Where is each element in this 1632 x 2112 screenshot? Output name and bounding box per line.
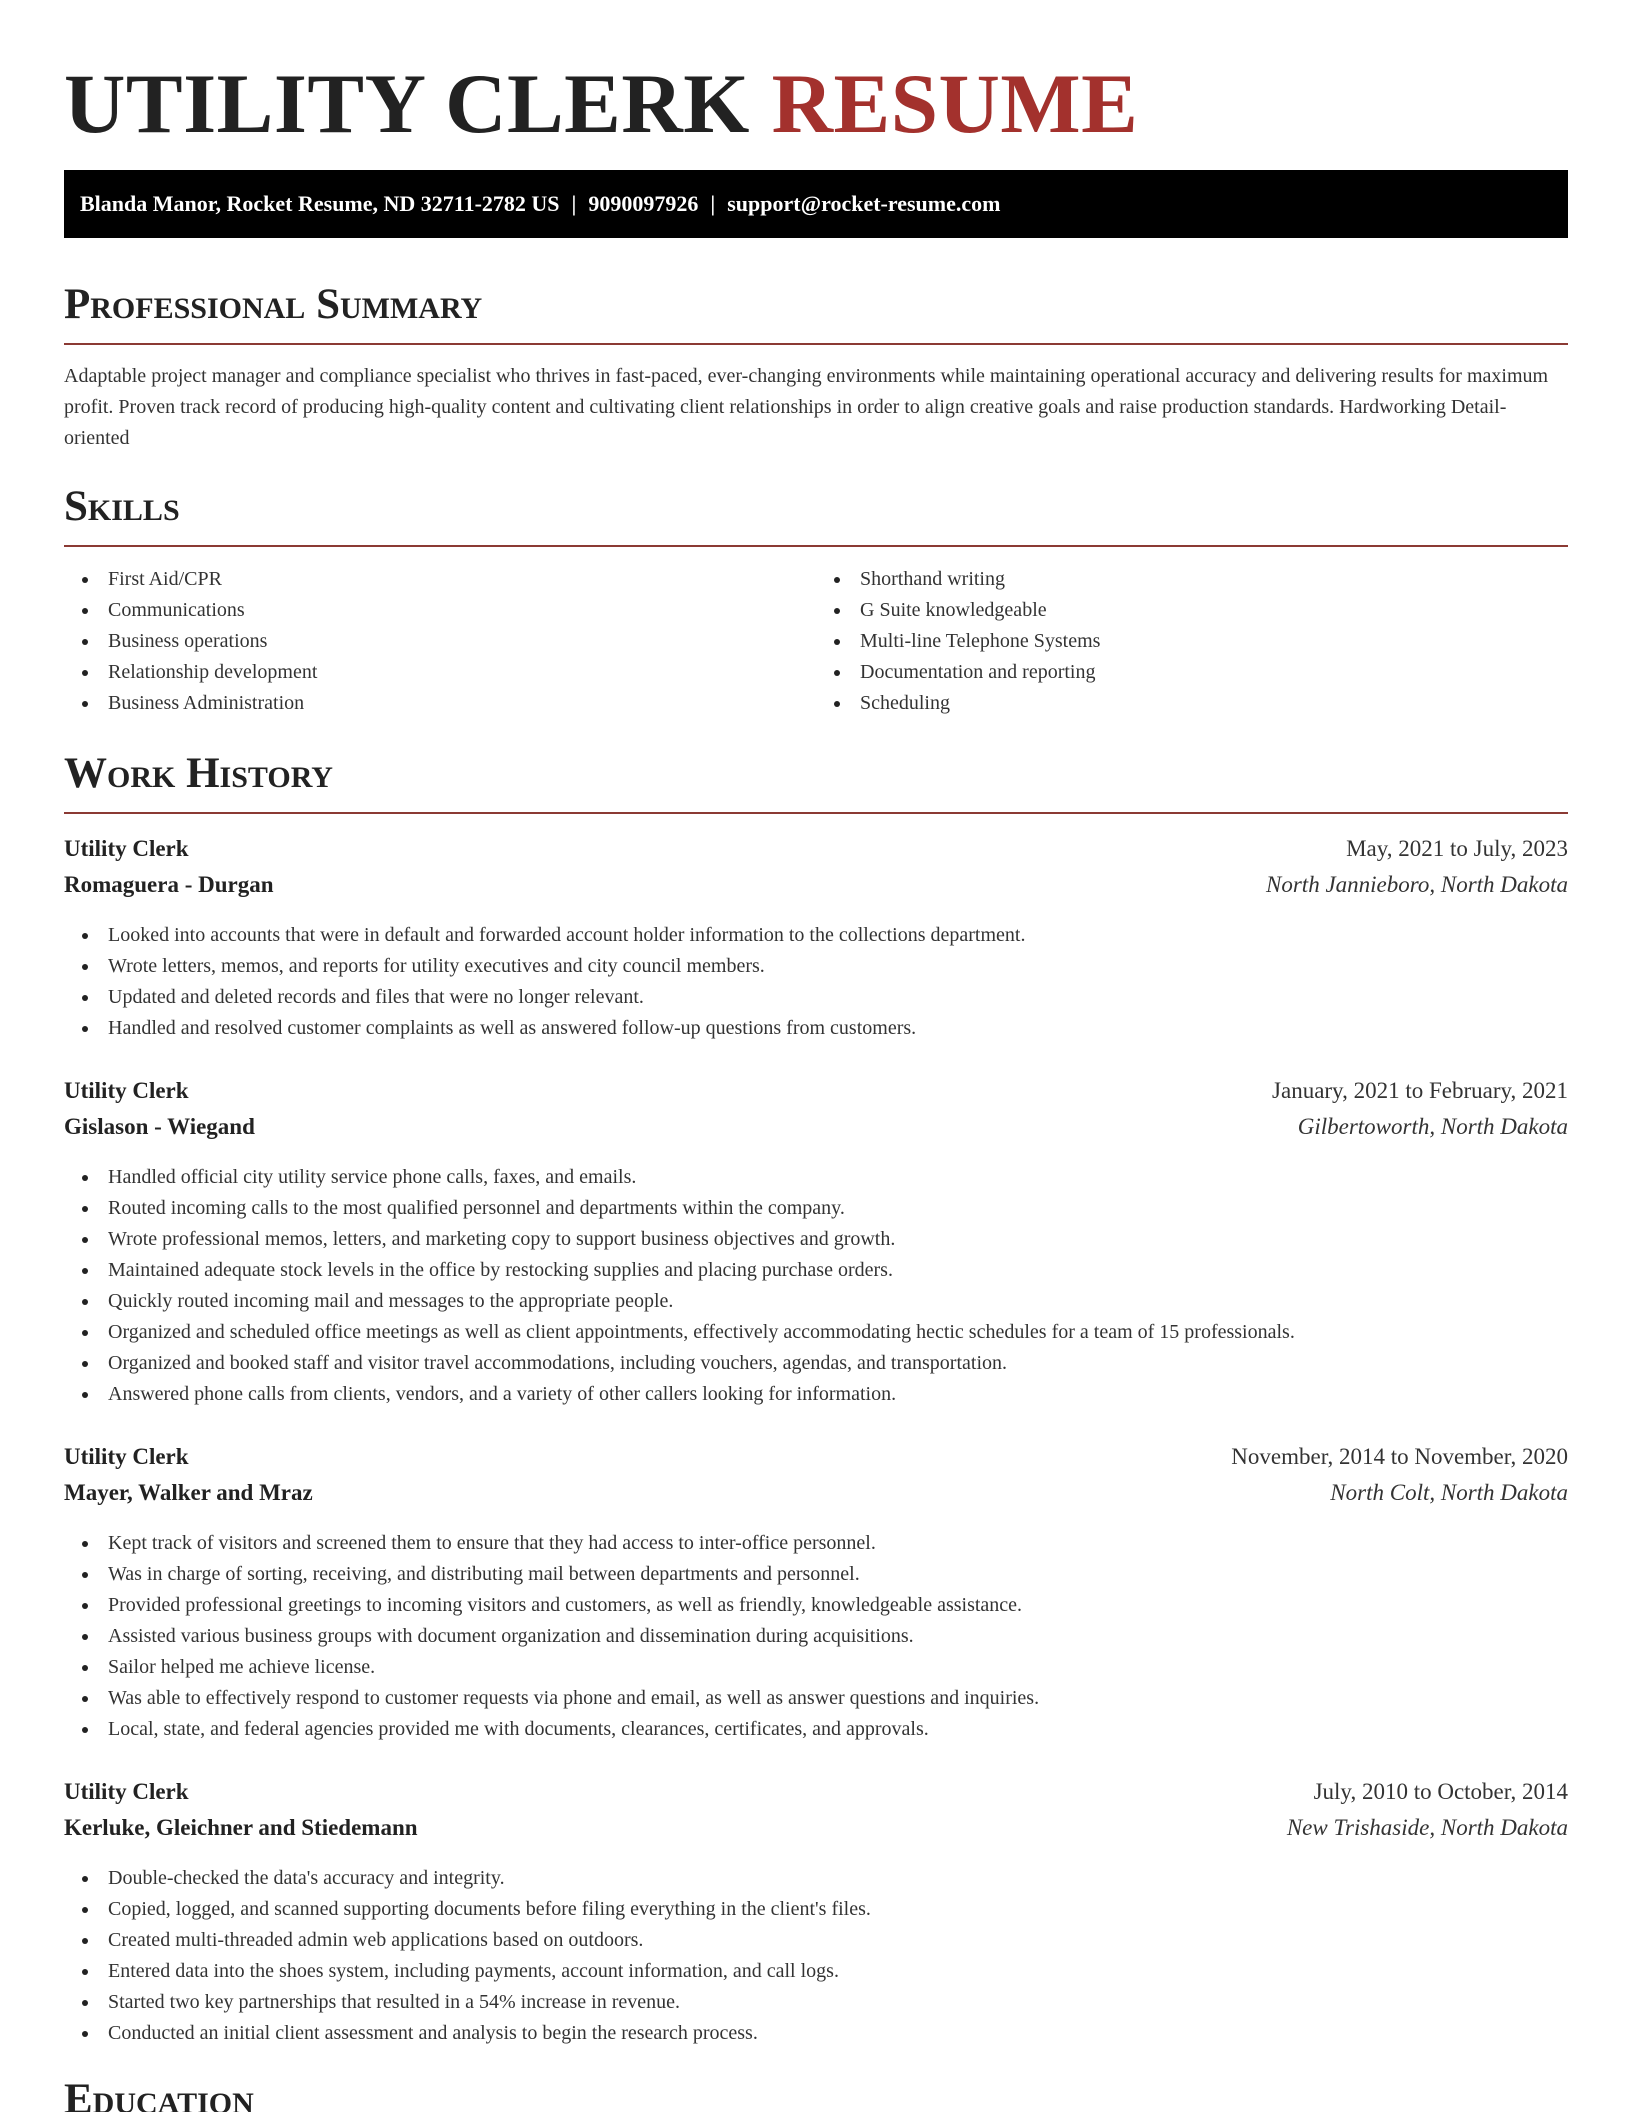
job-duties-list xyxy=(64,920,1568,1044)
skill-item: Documentation and reporting xyxy=(816,657,1568,688)
duty-item: Answered phone calls from clients, vendors, and a variety of other callers looking for information. xyxy=(64,1379,1568,1410)
duty-item: Organized and booked staff and visitor travel accommodations, including vouchers, agendas, and transportation. xyxy=(64,1348,1568,1379)
job-employer-row xyxy=(64,1815,1568,1851)
job-dates: July, 2010 to October, 2014 xyxy=(1313,1779,1568,1804)
skill-item: First Aid/CPR xyxy=(64,564,816,595)
job-employer: Gislason - Wiegand xyxy=(64,1114,255,1139)
duty-item: Started two key partnerships that resulted in a 54% increase in revenue. xyxy=(64,1987,1568,2018)
job-duties-list xyxy=(64,1528,1568,1745)
skills-grid xyxy=(64,564,1568,719)
skill-item: Business Administration xyxy=(64,688,816,719)
duty-item: Kept track of visitors and screened them to ensure that they had access to inter-office personnel. xyxy=(64,1528,1568,1559)
duty-item: Quickly routed incoming mail and messages to the appropriate people. xyxy=(64,1286,1568,1317)
section-heading: Work History xyxy=(64,749,1568,814)
job-duties-list xyxy=(64,1863,1568,2049)
job-title: Utility Clerk xyxy=(64,1078,189,1103)
duty-item: Wrote professional memos, letters, and marketing copy to support business objectives and growth. xyxy=(64,1224,1568,1255)
job-dates: January, 2021 to February, 2021 xyxy=(1272,1078,1568,1103)
skills-list-right xyxy=(816,564,1568,719)
job-title: Utility Clerk xyxy=(64,1444,189,1469)
skill-item: Business operations xyxy=(64,626,816,657)
job-dates: May, 2021 to July, 2023 xyxy=(1346,836,1568,861)
duty-item: Provided professional greetings to incoming visitors and customers, as well as friendly, knowledgeable assistance. xyxy=(64,1590,1568,1621)
skill-item: G Suite knowledgeable xyxy=(816,595,1568,626)
section-heading: Education xyxy=(64,2075,1568,2112)
job-duties-list xyxy=(64,1162,1568,1410)
title-main: UTILITY CLERK xyxy=(64,57,750,151)
summary-text: Adaptable project manager and compliance specialist who thrives in fast-paced, ever-changing environments while maintaining operational accuracy and delivering results for maximum profit. Proven track record of producing high-quality content and cultivating client relationships in order to align creative goals and raise production standards. Hardworking Detail-oriented xyxy=(64,365,1549,449)
duty-item: Wrote letters, memos, and reports for utility executives and city council members. xyxy=(64,951,1568,982)
skill-item: Relationship development xyxy=(64,657,816,688)
contact-bar xyxy=(64,170,1568,238)
job-location: New Trishaside, North Dakota xyxy=(1286,1815,1568,1840)
job-header-row xyxy=(64,836,1568,872)
skill-item: Scheduling xyxy=(816,688,1568,719)
job-location: Gilbertoworth, North Dakota xyxy=(1297,1114,1568,1139)
duty-item: Assisted various business groups with document organization and dissemination during acquisitions. xyxy=(64,1621,1568,1652)
job-entry xyxy=(64,836,1568,1044)
contact-phone: 9090097926 xyxy=(588,191,699,216)
job-header-row xyxy=(64,1444,1568,1480)
skills-list-left xyxy=(64,564,816,719)
job-location: North Colt, North Dakota xyxy=(1330,1480,1568,1505)
job-employer: Kerluke, Gleichner and Stiedemann xyxy=(64,1815,418,1840)
job-employer-row xyxy=(64,872,1568,908)
job-entry xyxy=(64,1444,1568,1745)
duty-item: Was in charge of sorting, receiving, and distributing mail between departments and personnel. xyxy=(64,1559,1568,1590)
section-heading: Skills xyxy=(64,482,1568,547)
contact-address: Blanda Manor, Rocket Resume, ND 32711-2782 US xyxy=(80,191,560,216)
duty-item: Handled and resolved customer complaints as well as answered follow-up questions from customers. xyxy=(64,1013,1568,1044)
duty-item: Updated and deleted records and files that were no longer relevant. xyxy=(64,982,1568,1013)
duty-item: Routed incoming calls to the most qualified personnel and departments within the company. xyxy=(64,1193,1568,1224)
duty-item: Entered data into the shoes system, including payments, account information, and call logs. xyxy=(64,1956,1568,1987)
contact-separator: | xyxy=(710,191,716,216)
job-dates: November, 2014 to November, 2020 xyxy=(1231,1444,1568,1469)
duty-item: Local, state, and federal agencies provided me with documents, clearances, certificates, and approvals. xyxy=(64,1714,1568,1745)
job-location: North Jannieboro, North Dakota xyxy=(1266,872,1568,897)
duty-item: Double-checked the data's accuracy and integrity. xyxy=(64,1863,1568,1894)
job-entry xyxy=(64,1078,1568,1410)
skill-item: Multi-line Telephone Systems xyxy=(816,626,1568,657)
job-employer: Romaguera - Durgan xyxy=(64,872,274,897)
duty-item: Created multi-threaded admin web applications based on outdoors. xyxy=(64,1925,1568,1956)
resume-title xyxy=(64,56,1568,152)
job-header-row xyxy=(64,1779,1568,1815)
duty-item: Was able to effectively respond to customer requests via phone and email, as well as answer questions and inquiries. xyxy=(64,1683,1568,1714)
work-history-section xyxy=(64,749,1568,2049)
contact-separator: | xyxy=(571,191,577,216)
duty-item: Handled official city utility service phone calls, faxes, and emails. xyxy=(64,1162,1568,1193)
education-section xyxy=(64,2075,1568,2112)
job-entry xyxy=(64,1779,1568,2049)
skills-section xyxy=(64,482,1568,719)
duty-item: Maintained adequate stock levels in the office by restocking supplies and placing purchase orders. xyxy=(64,1255,1568,1286)
duty-item: Looked into accounts that were in default and forwarded account holder information to the collections department. xyxy=(64,920,1568,951)
job-employer: Mayer, Walker and Mraz xyxy=(64,1480,313,1505)
job-title: Utility Clerk xyxy=(64,836,189,861)
section-heading: Professional Summary xyxy=(64,280,1568,345)
skill-item: Communications xyxy=(64,595,816,626)
job-header-row xyxy=(64,1078,1568,1114)
duty-item: Conducted an initial client assessment and analysis to begin the research process. xyxy=(64,2018,1568,2049)
duty-item: Sailor helped me achieve license. xyxy=(64,1652,1568,1683)
job-employer-row xyxy=(64,1480,1568,1516)
professional-summary-section xyxy=(64,280,1568,454)
duty-item: Copied, logged, and scanned supporting documents before filing everything in the client's files. xyxy=(64,1894,1568,1925)
duty-item: Organized and scheduled office meetings as well as client appointments, effectively accommodating hectic schedules for a team of 15 professionals. xyxy=(64,1317,1568,1348)
title-accent: RESUME xyxy=(771,57,1139,151)
job-employer-row xyxy=(64,1114,1568,1150)
skill-item: Shorthand writing xyxy=(816,564,1568,595)
contact-email: support@rocket-resume.com xyxy=(727,191,1001,216)
job-title: Utility Clerk xyxy=(64,1779,189,1804)
